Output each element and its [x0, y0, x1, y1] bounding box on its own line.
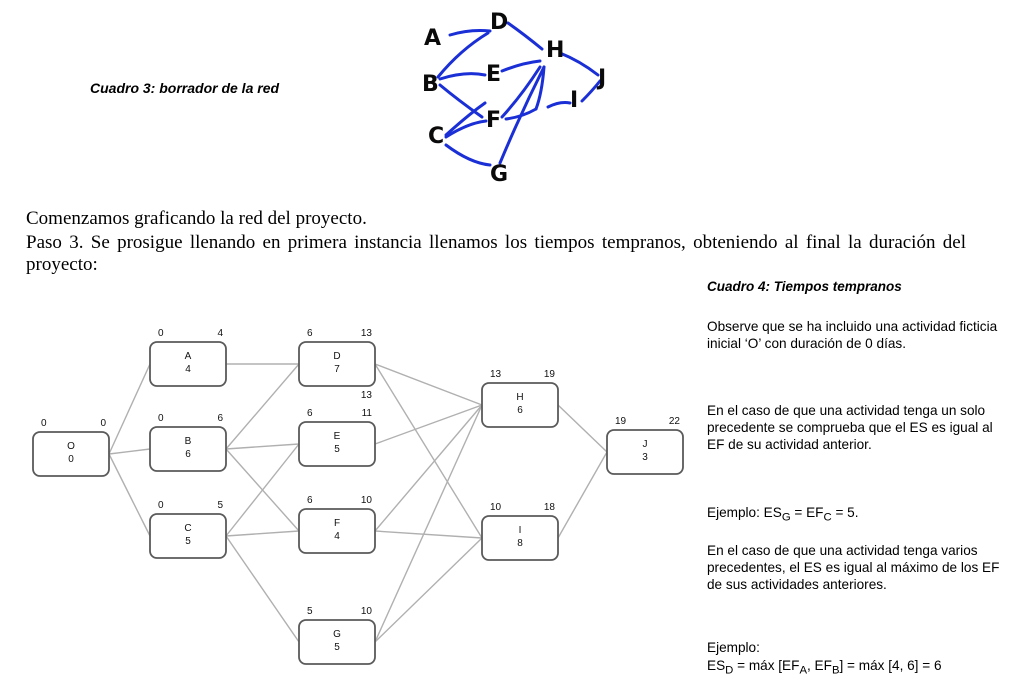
edge-c-e: [226, 444, 299, 536]
node-duration: 8: [517, 538, 523, 549]
sketch-edge: [446, 145, 490, 165]
node-duration: 6: [185, 449, 191, 460]
sketch-edge: [440, 74, 485, 79]
edge-h-j: [558, 405, 607, 452]
node-duration: 0: [68, 454, 74, 465]
node-name: O: [67, 441, 75, 452]
node-early-finish: 0: [100, 418, 106, 429]
edge-b-d: [226, 364, 299, 449]
node-name: G: [333, 629, 341, 640]
sketch-edge: [438, 33, 488, 77]
node-name: J: [642, 439, 648, 450]
node-name: H: [516, 392, 524, 403]
node-o: [33, 418, 109, 476]
node-early-finish: 11: [361, 408, 372, 419]
node-duration: 3: [642, 452, 648, 463]
draft-caption: Cuadro 3: borrador de la red: [90, 80, 280, 96]
schedule-caption: Cuadro 4: Tiempos tempranos: [707, 279, 902, 294]
draft-sketch: [410, 5, 640, 185]
example-multiple: $ES_D$ = máx [$EF_A$, $EF_B$] = máx [4, 6] = 6: [707, 658, 942, 677]
sketch-label: E: [486, 62, 502, 87]
node-early-start: 0: [41, 418, 47, 429]
edge-i-j: [558, 452, 607, 538]
example-single: Ejemplo: $ES_G = EF_C = 5$.: [707, 505, 859, 524]
sketch-edge: [440, 85, 482, 117]
example-multiple-label: Ejemplo:: [707, 640, 760, 655]
node-early-start: 13: [490, 369, 502, 380]
node-name: B: [184, 436, 192, 447]
sketch-label: G: [490, 162, 509, 185]
sketch-label: A: [424, 26, 442, 51]
node-c: [150, 500, 226, 558]
node-early-finish: 4: [217, 328, 223, 339]
sketch-edge: [502, 61, 540, 71]
node-duration: 5: [185, 536, 191, 547]
sketch-label: F: [486, 108, 502, 133]
edge-o-b: [109, 449, 150, 454]
node-early-finish: 10: [360, 495, 372, 506]
node-early-finish: 18: [543, 502, 555, 513]
edge-c-f: [226, 531, 299, 536]
note-single-predecessor: En el caso de que una actividad tenga un solo precedente se comprueba que el ES es igual al EF de su actividad anterior.: [707, 403, 993, 452]
node-early-start: 0: [158, 500, 164, 511]
node-early-finish: 19: [543, 369, 555, 380]
node-h: [482, 369, 558, 427]
sketch-label: I: [570, 88, 579, 113]
intro-line-2: Paso 3. Se prosigue llenando en primera instancia llenamos los tiempos tempranos, obteniendo al final la duración del proyecto:: [26, 232, 966, 275]
edge-g-i: [375, 538, 482, 642]
node-duration: 4: [334, 531, 340, 542]
node-d: [299, 328, 375, 401]
node-early-start: 0: [158, 328, 164, 339]
node-i: [482, 502, 558, 560]
node-early-finish: 6: [217, 413, 223, 424]
node-duration: 6: [517, 405, 523, 416]
node-g: [299, 606, 375, 664]
node-name: C: [184, 523, 192, 534]
sketch-edge: [508, 23, 542, 49]
edge-o-c: [109, 454, 150, 536]
node-early-finish: 13: [360, 328, 372, 339]
sketch-label: C: [428, 124, 445, 149]
edge-d-h: [375, 364, 482, 405]
edge-f-i: [375, 531, 482, 538]
node-early-start: 19: [615, 416, 627, 427]
node-duration: 5: [334, 444, 340, 455]
node-early-start: 10: [490, 502, 502, 513]
edge-b-e: [226, 444, 299, 449]
edge-g-h: [375, 405, 482, 642]
node-early-start: 6: [307, 328, 313, 339]
sketch-edge: [560, 53, 598, 75]
sketch-label: D: [490, 10, 509, 35]
intro-line-1: Comenzamos graficando la red del proyecto.: [26, 208, 367, 229]
note-dummy-activity: Observe que se ha incluido una actividad ficticia inicial ‘O’ con duración de 0 días.: [707, 319, 998, 351]
node-early-finish: 10: [360, 606, 372, 617]
node-j: [607, 416, 683, 474]
node-duration: 5: [334, 642, 340, 653]
sketch-label: J: [598, 66, 607, 91]
network-diagram: [0, 293, 690, 693]
node-early-start: 6: [307, 495, 313, 506]
node-early-finish: 5: [217, 500, 223, 511]
node-name: I: [518, 525, 522, 536]
sketch-edge: [446, 103, 485, 135]
edge-c-g: [226, 536, 299, 642]
node-name: E: [333, 431, 341, 442]
sketch-edge: [548, 103, 570, 108]
node-duration: 7: [334, 364, 340, 375]
sketch-label: H: [546, 38, 565, 63]
node-early-finish-repeat: 13: [360, 390, 372, 401]
node-a: [150, 328, 226, 386]
node-duration: 4: [185, 364, 191, 375]
node-early-start: 5: [307, 606, 313, 617]
node-f: [299, 495, 375, 553]
node-early-start: 0: [158, 413, 164, 424]
node-name: F: [333, 518, 341, 529]
node-e: [299, 408, 375, 466]
node-early-start: 6: [307, 408, 313, 419]
node-b: [150, 413, 226, 471]
note-multiple-predecessors: En el caso de que una actividad tenga varios precedentes, el ES es igual al máximo de los EF de sus actividades anteriores.: [707, 543, 1000, 592]
sketch-label: B: [422, 72, 439, 97]
edge-o-a: [109, 364, 150, 454]
node-name: D: [333, 351, 341, 362]
node-early-finish: 22: [668, 416, 680, 427]
node-name: A: [184, 351, 192, 362]
